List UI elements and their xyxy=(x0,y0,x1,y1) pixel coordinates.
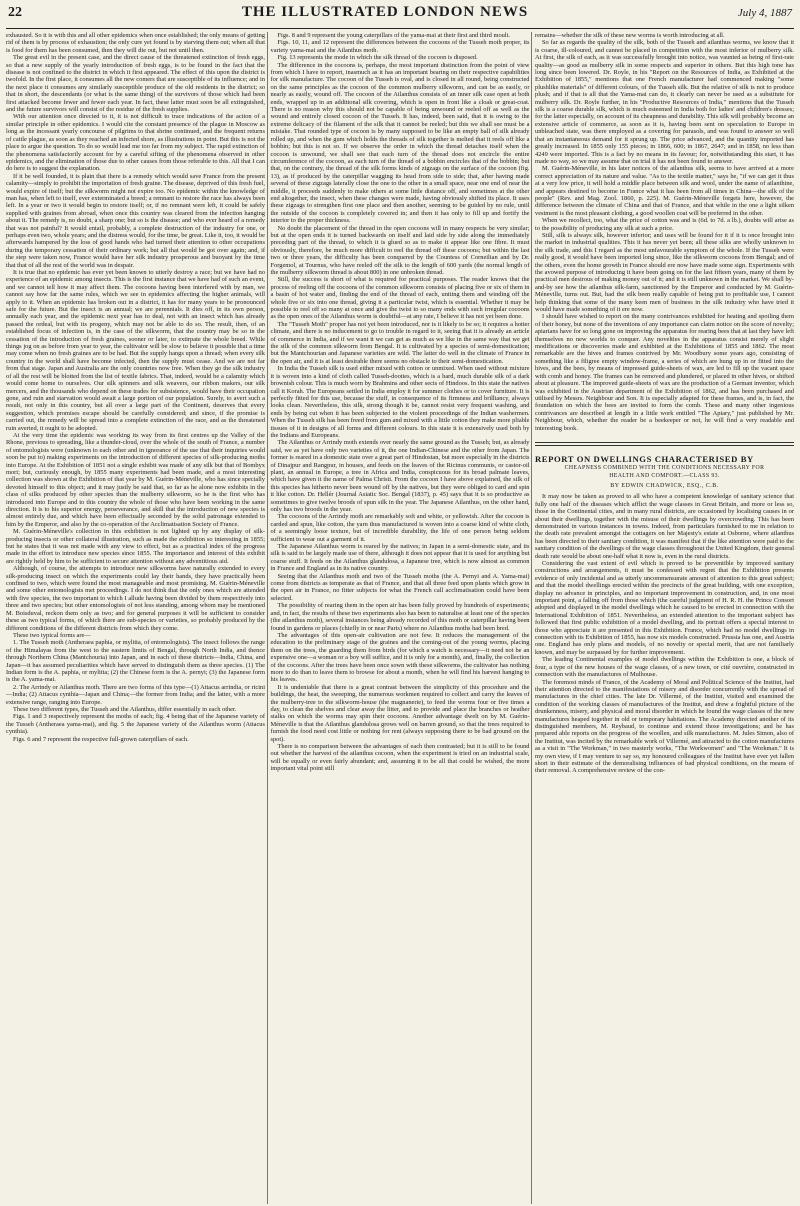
paragraph: I should have wished to report on the many contrivances exhibited for heating and spoiling them of their honey, but none of the inventions of any importance can claim notice on the score of novelty; apiarians have for so long gone on improving the apparatus for rearing bees that at last they have left themselves no new worlds to conquer. Any novelties in the apparatus consist merely of slight modifications or discoveries made and exhibited at the Exhibitions of 1855 and 1862. The most remarkable are the hives and frames contrived by Mr. Woodbury some years ago, consisting of something like a filigree empty window-frame, a series of which are hung up in or fitted into the hives, and the bees, by means of impressed guide-sheets of wax, are led to fill up the vacant space with comb and honey. The frames can be removed and plundered, or placed in other hives, or shifted about at pleasure. The improved guide-sheets of wax are the production of a German inventor, which was exhibited in the Austrian department of the Exhibition of 1862, and has been purchased and utilised by Messrs. Neighbour and Son. It is especially adapted for these frames, and is, in fact, the foundation on which the bees are invited to form the comb. These and many other ingenious contrivances are described at length in a little work entitled "The Apiary," just published by Mr. Neighbour, which, whether the reader be a beekeeper or not, he will find a very readable and interesting book. xyxy=(535,313,794,432)
paragraph: It is true that no epidemic has ever yet been known to utterly destroy a race; but we have had no experience of an epidemic among insects. This is the first instance that we have had of such an event, and we cannot tell how it may affect them. The cocoons having been interfered with by man, we cannot say how far the same rules, which we see in epidemics affecting the higher animals, will apply to it. When an epidemic has broken out in a district, it has for many years to be pronounced safe for the future. But the insect is an annual; we are perennials. It dies off, in its own person, annually each year, and the epidemic next year has to deal, not with an insect which has already passed the ordeal, but with its progeny, which may not be able to do so. The result, then, of an established focus of infection is, in the case of the silkworm, that the country may be so in the cessation of the introduction of fresh graines, sooner or later, to extirpate the whole breed. While things jog on as before from year to year, the cultivator will be slow to believe it possible that a time may come when no fresh graines are to be had. But the supply hangs upon a thread; when every silk country in the world shall have become infected, then the supply must cease. And we are not far from that stage. Japan and Australia are the only countries now free. When they go the silk industry of all the rest will be blotted from the list of textile fabrics. That, indeed, would be a calamity which would come home to ourselves. Our silk spinners and silk weavers, our ribbon makers, our silk mercers, and the thousands who depend on these trades for subsistence, would have their occupation gone, and ruin and starvation would await a large portion of our population. Surely, to avert such a result, not only in this country, but all over a large part of the Continent, deserves that every suggestion, which promises escape should be carefully considered; and since, if the promise is carried out, the remedy will be spread into a complete extinction of the race, and as the threatened ruin averted, it ought to be adopted. xyxy=(6,269,265,432)
paragraph: Still, silk is always silk, however inferior; and uses will be found for it if it is once brought into the market in industrial qualities. This it has never yet been; all these silks are wholly unknown to the silk trade, and this I regard as the most unfavourable symptom of the whole. If the Tusseh were really good, it would have been imported long since, like the silkworm cocoons from Bengal; and of the others, even the home growth in France should ere now have made some sign. Experiments with the avowed purpose of introducing it have been going on for the last fifteen years, many of them by practical men desirous of making money out of it; and it is still unknown in the market. We shall by-and-by see how the ailanthus silk-farm, sanctioned by the Emperor and conducted by M. Guérin-Méneville, turns out. But, had the silk been really capable of being put to profitable use, I cannot help thinking that some of the many keen men of business in the silk industry who have tried it would have made something of it ere now. xyxy=(535,231,794,314)
paragraph: In India the Tusseh silk is used either mixed with cotton or unmixed. When used without mixture it is woven into a kind of cloth called Tusseh-dooties, which is a hard, much durable silk of a dark brownish colour. This is much worn by Brahmins and other sects of Hindoos. In this state the natives call it Korah. The Europeans settled in India employ it for summer clothes or to cover furniture. It is perfectly fitted for this use, because the stuff, in consequence of its firmness and brilliancy, always looks clean. Nevertheless, this silk, strong though it be, cannot resist very frequent washing, and ends by being cut when it has been subjected to the violent proceedings of the Indian washermen. When the Tusseh silk has been freed from gum and mixed with a little cotton they make more pliable tissues of it in designs of all forms and different colours. In this state it is extensively used both by the Indians and Europeans. xyxy=(270,365,530,439)
article-byline: BY EDWIN CHADWICK, ESQ., C.B. xyxy=(610,482,719,489)
paragraph: The possibility of rearing them in the open air has been fully proved by hundreds of experiments; and, in fact, the results of these two experiments also has been to naturalise at least one of the species (the ailanthus moth), several instances being already recorded of this moth or caterpillar having been found in gardens or places (chiefly in or near Paris) where no Ailanthus moths had been bred. xyxy=(270,602,530,632)
paragraph: M. Guérin-Méneville, in his later notices of the ailanthus silk, seems to have arrived at a more correct appreciation of its nature and value. "As to the textile matter," says he, "if we can get it thus at a very low price, it will hold a middle place between silk and wool, under the name of ailanthine, and appears destined to become in France what it has been from all times in China—the silk of the people" (Rev. and Mag. Zool. 1860, p. 225). M. Guérin-Méneville forgets here, however, the difference between the climate of China and that of France, and that while in the one a light silken vestment is the most pleasant clothing, a good woollen coat will be preferred in the other. xyxy=(535,165,794,217)
paragraph: There is no comparison between the advantages of each then contrasted; but it is still to be found out whether the harvest of the ailanthus cocoon, when the experiment is tried on an industrial scale, will be equally or even fairly abundant; and, assuming it to be all that could be wished, the more important vital point still xyxy=(270,743,530,773)
article-subtitle-2: HEALTH AND COMFORT.—CLASS 93. xyxy=(609,472,720,479)
paragraph: The cocoons of the Arrindy moth are remarkably soft and white, or yellowish. After the cocoon is carded and spun, like cotton, the yarn thus manufactured is woven into a coarse kind of white cloth, of a seemingly loose texture, but of incredible durability, the life of one person being seldom sufficient to wear out a garment of it. xyxy=(270,513,530,543)
paragraph: Seeing that the Ailanthus moth and two of the Tusseh moths (the A. Pernyi and A. Yama-mai) come from districts as temperate as that of France, and that all three feed upon plants which grow in the open air in France, no fitter subjects for what the French call acclimatisation could have been selected. xyxy=(270,572,530,602)
paragraph: The foremost minds of France, of the Academy of Moral and Political Science of the Institut, had their attention directed to the manifestations of misery and disorder concurrently with the spread of manufactures in the chief cities. The late Dr. Villermé, of the Institut, visited and examined the condition of the working classes of manufactures of the Institut, and drew a frightful picture of the drunkenness, misery, and physical and moral disorder in which he found the wage classes of the new manufactures heaped together in old or temporary habitations. The Academy directed another of its distinguished members, M. Reybaud, to continue and extend those investigations; and he has prepared able reports on the progress of the woollen, and silk manufactures. M. Jules Simon, also of the Institut, was incited by the remarkable work of Villermé, and attracted to the cotton manufactures as a visit in "The Workman," in two masterly works, "The Workwomen" and "The Workman." It is my own view, if I may venture to say so, my honoured colleagues of the Institut have ever yet fallen short in their estimate of the demoralising influences of bad physical conditions, on the means of their removal. A comprehensive review of the con- xyxy=(535,678,794,775)
paragraph: Figs. 6 and 7 represent the respective full-grown caterpillars of each. xyxy=(13,735,189,743)
paragraph: When we recollect, too, what the price of cotton was and is (6d. to 7d. a lb.), doubts will arise as to the possibility of producing any silk at such a price. xyxy=(535,217,794,232)
paragraph: The advantages of this open-air cultivation are not few. It reduces the management of the education to the preliminary stage of the graines and the coming-out of the young worms, placing them on the trees, the guarding them from birds (for which a watch is necessary—it need not be an expensive one—a woman or a boy will suffice, and it is only for a month), and, finally, the collection of the cocoons. After the trees have been once sown with these silkworms, the cultivator has nothing more to do than to leave them to browse for about a month, when he will find his harvest hanging to his leaves. xyxy=(270,631,530,684)
paragraph: Still, the success is short of what is required for practical purposes. The reader knows that the process of reeling off the cocoons of the common silkworm consists of placing five or six of them in a basin of hot water and, finding the end of the thread of each, uniting them and winding off the whole five or six into one thread, giving it a particular twist, which is essential. Whether it may be possible to reel off so many at once and give the twist to so many ends with such irregular cocoons as the open ones of the Ailanthus worm is doubtful—at any rate, I believe it has not yet been done. xyxy=(270,276,530,321)
columns xyxy=(6,32,794,1204)
column-3 xyxy=(531,32,794,1204)
paragraph: The Japanese Ailanthus worm is reared by the natives; in Japan in a semi-domestic state, and its silk is said to be largely made use of there, although it does not appear that it is used for anything but coarse stuff. It feeds on the Ailanthus glandulosa, a Japanese tree, which is now almost as common in France and England as in its native country. xyxy=(270,543,530,573)
paragraph: At the very time the epidemic was working its way from its first centres up the Valley of the Rhone, previous to spreading, like a thunder-cloud, over the whole of the south of France, a number of entomologists were (unknown to each other and in ignorance of the use that their inquiries would soon be put to) making experiments on the introduction of different species of silk-producing moths into Europe. At the Exhibition of 1851 not a single exhibit was made of any silk but that of Bombyx mori; but, curiously enough, by 1855 many experiments had been made, and a most interesting collection was shown at the Exhibition of that year by M. Guérin-Méneville, who has since specially devoted himself to this object; and it may justly be said that, so far as he alone now exhibits in the class of silks produced by other species than the mulberry silkworm, so he is the first who has introduced into Europe and to this country the whole of those who have been working in the same direction. It is to his superior energy, perseverance, and skill that the introduction of new species is almost entirely due, and which have been effectually seconded by the solid patronage extended to him by the Emperor, and also by the co-operation of the Acclimatisation Society of France. xyxy=(6,431,265,528)
dwellings-report xyxy=(535,493,794,774)
paragraph: It is undeniable that there is a great contrast between the simplicity of this procedure and the buildings, the heat, the sweeping, the numerous workmen required to collect and carry the leaves of the mulberry-tree to the silkworm-house (the magnanerie), to feed the worms four or five times a day, to clean the shelves and clear away the litter, and to provide and place the branches or heather stalks on which the worms may spin their cocoons. Another advantage dwelt on by M. Guérin-Méneville is that the Ailanthus glandulosa grows well on barren ground, so that the trees required to furnish the food need cost little or nothing for rent (always supposing there to be bad ground on the spot). xyxy=(270,683,530,743)
paragraph: Figs. 8 and 9 represent the young caterpillars of the yama-mai at their first and third moult. xyxy=(277,32,510,39)
paragraph: Although, of course, the attempts to introduce new silkworms have naturally extended to every silk-producing insect on which the experiments could lay their hands, they have practically been confined to two, which were found the most manageable and most promising. M. Guérin-Méneville and some other entomologists met proceedings. I do not think that the only ones which are attended with five species, the two important to which I allude having been divided by them respectively into three and two species; but other entomologists of not less standing, among whom may be mentioned M. Boisduval, reckon them only as two; and for general purposes it will be sufficient to consider these as two typical forms, of which there are sub-species or varieties, so probably produced by the different conditions of the different districts from which they come. xyxy=(6,565,265,632)
paragraph: These two different types, the Tusseh and the Ailanthus, differ essentially in each other. xyxy=(13,705,237,713)
paragraph: M. Guérin-Méneville's collection in this exhibition is not lighted up by any display of silk-producing insects or other collateral illustration, such as made the exhibition so interesting in 1855; but he states that it was not made with any view to effect, but as a practical index of the progress made in the effort to introduce new species since 1855. The importance and interest of this exhibit are rightly held by him to be sufficient to secure attention without any adventitious aid. xyxy=(6,528,265,565)
article-subtitle-1: CHEAPNESS COMBINED WITH THE CONDITIONS NECESSARY FOR xyxy=(564,464,765,471)
paragraph: The "Tusseh Moth" proper has not yet been introduced, nor is it likely to be so; it requires a hotter climate, and there is no inducement to go to trouble in regard to it, seeing that it is already an article of commerce in India, and if we want it we can get as much as we like in the same way that we get the silk of the common silkworm from Bengal. It is cultivated by a species of semi-domestication; but the Mantchourian and Japanese varieties are wild. The latter do well in the climate of France in the open air, and it is at least desirable there seems no obstacle to their semi-domestication. xyxy=(270,320,530,365)
paragraph: The great evil in the present case, and the direct cause of the threatened extinction of fresh eggs, so that a new supply of the yearly introduction of fresh eggs, is to be found in the fact that the disease is not confined to the district in which it first appeared. The effect of this upon the district is twofold. In the first place, it consumes all the new comers that are susceptible of its influence; and in the next place it consumes any similarly susceptible produce of the old residents in the district; so that in short, the descendants (or what is the same thing) of the survivors of those which had been first attacked become fewer and fewer each year. In fact, these latter must soon be all extinguished, and the future survivors will consist of the residue of the fresh supplies. xyxy=(6,54,265,114)
article-title: REPORT ON DWELLINGS CHARACTERISED BY xyxy=(535,453,754,464)
paragraph: If it be well founded, it is plain that there is a remedy which would save France from the present calamity—simply to prohibit the importation of fresh graine. The disease, deprived of this fresh fuel, would expire of itself; but the silkworm might not expire too. No epidemic within the knowledge of man has, when left to itself, ever exterminated a breed; a remnant to restore the race has always been left. In a year or two it would begin to restore itself; or, if no remnant were left, it could be safely supplied with graines from abroad, when once this country was cleared from the infection hanging about it. The remedy is, no doubt, a sharp one; but so is the disease; and who ever heard of a remedy that was not painful? It would entail, probably, a complete destruction of the industry for one, or perhaps even two, whole years; and the distress would, for the time, be great. Like it, too, it would be afterwards hampered by the loss of good hands who had turned their attention to other occupations during the temporary cessation of their ordinary work; but all that would be got over again; and, if the step were taken now, France would have her silk industry prosperous and buoyant by the time that that of all the rest of the world was in despair. xyxy=(6,172,265,269)
masthead xyxy=(6,4,794,29)
paragraph: The Ailanthus or Arrindy moth extends over nearly the same ground as the Tusseh; but, as already said, we as yet have only two varieties of it, the one Indian-Chinese and the other from Japan. The former is reared in a domestic state over a great part of Hindostan, but more especially in the districts of Dinajpur and Rangpur, in houses, and feeds on the leaves of the Ricinus communis, or castor-oil plant, an annual in Europe, a tree in Africa and India, conspicuous for its broad palmate leaves, which have given it the name of Palma Christi. From the cocoon I have above explained, the silk of this species has hitherto never been wound off by the natives, but they were obliged to card and spin it like cotton. Dr. Hellér (Journal Asiatic Soc. Bengal (1837), p. 45) says that it is so productive as sometimes to give twelve broods of spun silk in the year. The Japanese Ailanthus, on the other hand, only has two broods in the year. xyxy=(270,439,530,513)
paragraph: 2. The Arrindy or Ailanthus moth. There are two forms of this type—(1) Attacus arrindia, or ricini—India; (2) Attacus cynthia—Japan and China;—the former from India; and the latter, with a more extensive range, ranging into Europe. xyxy=(6,683,265,706)
paragraph: These two typical forms are— xyxy=(13,631,91,639)
column-2 xyxy=(267,32,530,1204)
paragraph: The leading Continental examples of model dwellings within the Exhibition is one, a block of four, a type of the new houses of the wage classes, of a new town, or cité ouvrière, constructed in connection with the manufactures of Mulhouse. xyxy=(535,656,794,679)
paragraph: The difference in the cocoons is, perhaps, the most important distinction from the point of view from which I have to report, inasmuch as it has an important bearing on their respective capabilities for silk manufacture. The cocoon of the Tusseh is oval, and is closed in all round, being constructed on the same principles as the cocoon of the common mulberry silkworm, and can be as easily, or nearly as easily, wound off. The cocoon of the Ailanthus consists of an inner silk case open at both ends, wrapped up in an additional silk covering, which is open in front like a cloak or great-coat. There is no reason why this should not be capable of being unwound or reeled off as well as the wound and entirely closed cocoon of the Tusseh. It has, indeed, been said, that it is owing to the extreme delicacy of the filament of the silk that it cannot be reeled; but this we shall see must be a mistake. That rounded type of cocoon is by many supposed to be like an empty ball of silk already rolled up, and when the gum which holds the threads of silk together is melted that it reels off like a bobbin; but this is not so. If we observe the order in which the thread detaches itself when the cocoon is unwound, we shall see that each turn of the thread does not encircle the entire circumference of the cocoon, as each turn of the thread of a bobbin encircles that of the bobbin; but that, on the contrary, the thread of the silk forms kinds of zigzags on the surface of the cocoon (fig. 13), as if produced by the caterpillar wagging its head from side to side; that, after having made several of these zigzags laterally close the one to the other in a small space, near one end of near the middle, it proceeds suddenly to make others at some little distance off, and sometimes at the other end altogether, the insect, when these changes were made, having obviously shifted its place. It uses these zigzags to strengthen first one place and then another, seeming to be guided by no rule, until the outside of the cocoon is completely covered in; and then it has only to fill up and fortify the interior to the proper thickness. xyxy=(270,61,530,225)
paragraph: 1. The Tusseh moth (Antheraea paphia, or mylitta, of entomologists). The insect follows the range of the Himalayas from the west to the eastern limits of Bengal, through North India, and thence through Northern China (Mantchouria) into Japan, and in each of these districts—India, China, and Japan—it has assumed peculiarities which have served to distinguish them as three species. (1) The Indian form is the A. paphia, or mylitta; (2) the Chinese form is the A. pernyi; (3) the Japanese form is the A. yama-mai. xyxy=(6,639,265,684)
paragraph: With our attention once directed to it, it is not difficult to trace indications of the action of a similar principle in other epidemics. I would cite the constant presence of the plague in Moscow as long as the incessant yearly concourse of pilgrims to that shrine continued, and the frequent returns of cattle plague, as soon as they reached an infected shore, as illustrations in point. But this is not the place to argue the question. To do so would lead me too far from my subject. The rapid extinction of the phenomena satisfactorily account for by a careful sifting of the phenomena observed in other epidemics, and the elimination of those due to other causes from those referable to this. All that I can do here is to suggest the explanation. xyxy=(6,113,265,173)
column-1 xyxy=(6,32,265,1204)
paragraph: Figs. 1 and 3 respectively represent the moths of each; fig. 4 being that of the Japanese variety of the Tusseh (Antheraea yama-mai), and fig. 5 the Japanese variety of the Ailanthus worm (Attacus cynthia). xyxy=(6,713,265,736)
paragraph: No doubt the placement of the thread in the open cocoons will in many respects be very similar; but at the open ends it is turned backwards on itself and laid side by side along the immediately preceding part of the thread, to which it is glued so as to make it appear like one fibre. It must obviously, therefore, be much more difficult to reel the thread off these cocoons; but within the last two or three years, the difficulty has been conquered by the Countess of Corneilian and by Dr. Forgemol, at Tournus, who have reeled off the silk to the length of 600 yards (the normal length of the mulberry silkworm thread is about 800) in one unbroken thread. xyxy=(270,224,530,276)
paragraph: remains—whether the silk of these new worms is worth introducing at all. xyxy=(535,32,725,39)
paragraph: Fig. 13 represents the mode in which the silk thread of the cocoon is disposed. xyxy=(277,54,478,62)
silk-report-continued xyxy=(535,32,794,432)
paragraph: Considering the vast extent of evil which is proved to be preventible by improved sanitary constructions and arrangements, it must be confessed with regret that the Exhibition presents evidence of only incidental and as utterly uncommensurate amount of attention to this great subject; and that the model dwellings erected within the precincts of the great building, with one exception, display no advance in principles, and no important improvement in construction, and, in one most important point, a falling off from those which (the careful judgment of H. R. H. the Prince Consort adopted and displayed in the model dwellings which he caused to be erected in connection with the International Exhibition of 1851. Nevertheless, an extended attention to the important subject has followed that first public exhibition of a model dwelling, and its portrait offers a special interest to those who appreciate it are presented in this Exhibition. France, which had no model dwellings in connection with its Exhibition of 1855, has now six models constructed. Prussia has one, and Austria one. England has only plans and models, of no novelty or special merit, that are not familiarly known, and may be surpassed by for further improvement. xyxy=(535,560,794,656)
paragraph: exhausted. So it is with this and all other epidemics when once established; the only means of getting rid of them is by process of exhaustion; the only cure yet found is by starving them out; when all that is food for them has been consumed, then they will die out, but not until then. xyxy=(6,32,265,54)
paragraph: It may now be taken as proved to all who have a competent knowledge of sanitary science that fully one half of the diseases which afflict the wage classes in Great Britain, and more or less so, those in the Continental cities, and in many rural districts, are occasioned by localising causes in or about their dwellings, together with the misuse of their dwellings by overcrowding. This has been demonstrated in various instances in towns. Indeed, from particulars furnished to me in relation to the death rate prevalent amongst the cottagers on her Majesty's estate at Osborne, where ailanthus has been directed to their sanitary condition, it was manifest that if the like attention were paid to the sanitary condition of the dwellings of the wage classes throughout the United Kingdom, their general death rate would be about one-half what it now is, even in the rural districts. xyxy=(535,493,794,560)
paragraph: Figs. 10, 11, and 12 represent the differences between the cocoons of the Tusseh moth proper, its variety yama-mai and the Ailanthus moth. xyxy=(270,39,530,54)
newspaper-title: THE ILLUSTRATED LONDON NEWS xyxy=(241,4,529,20)
paragraph: So far as regards the quality of the silk, both of the Tusseh and ailanthus worms, we know that it is coarse, ill-coloured, and cannot be placed in competition with the most inferior of mulberry silk. At first, the silk of each, as it was successfully brought into notice, was vaunted as being of first-rate quality—as good as mulberry silk in some respects and superior in others. But this high tone has long since been lowered. Dr. Royle, in his "Report on the Resources of India, as Exhibited at the Exhibition of 1855," mentions that one French manufacturer had commenced making "some plushlike materials" of different colours, of the Tusseh silk. But the relative of silk is not to produce plush; and if that is all that the Yama-mai can do, it clearly can never be used as a substitute for mulberry silk. Dr. Royle further, in his "Productive Resources of India," mentions that the Tusseh silk is a coarse durable silk, which is much esteemed in India both for ladies' and children's dresses; for the latter especially, on account of its cheapness and durability. This silk will probably become an extensive article of commerce, as soon as it is, having been sent on speculation to Europe in unbleached state, was there employed as a covering for parasols, and was found to answer so well that an instantaneous demand for it sprung up. The price advanced, and the quantity imported has greatly increased. In 1855 only 155 pieces; in 1866, 600; in 1867, 2647; and in 1858, no less than 4249 were imported. This is a fact by no means in its favour; for, notwithstanding this start, it has made no way, so we may assume that on trial it has not been found to answer. xyxy=(535,39,794,165)
section-divider xyxy=(535,442,794,446)
issue-date: July 4, 1887 xyxy=(737,7,792,19)
page-number: 22 xyxy=(8,5,22,20)
